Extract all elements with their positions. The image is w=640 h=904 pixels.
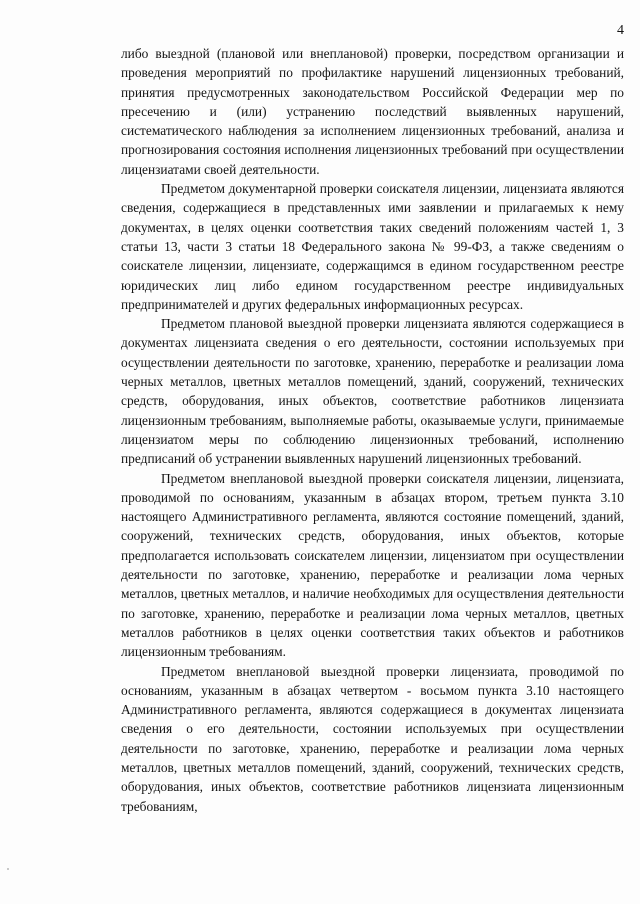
document-body bbox=[121, 44, 624, 816]
paragraph-scheduled-onsite-inspection: Предметом плановой выездной проверки лицензиата являются содержащиеся в документах лицензиата сведения о его деятельности, состоянии используемых при осуществлении деятельности по заготовке, хранению, переработке и реализации лома черных металлов, цветных металлов помещений, зданий, сооружений, технических средств, оборудования, иных объектов, соответствие работников лицензиата лицензионным требованиям, выполняемые работы, оказываемые услуги, принимаемые лицензиатом меры по соблюдению лицензионных требований, исполнению предписаний об устранении выявленных нарушений лицензионных требований. bbox=[121, 316, 624, 467]
scan-artifact bbox=[7, 868, 9, 870]
paragraph-unscheduled-applicant-inspection: Предметом внеплановой выездной проверки соискателя лицензии, лицензиата, проводимой по основаниям, указанным в абзацах втором, третьем пункта 3.10 настоящего Административного регламента, являются состояние помещений, зданий, сооружений, технических средств, оборудования, иных объектов, которые предполагается использовать соискателем лицензии, лицензиатом при осуществлении деятельности по заготовке, хранению, переработке и реализации лома черных металлов, цветных металлов, и наличие необходимых для осуществления деятельности по заготовке, хранению, переработке и реализации лома черных металлов, цветных металлов работников в целях оценки соответствия таких объектов и работников лицензионным требованиям. bbox=[121, 470, 624, 660]
paragraph-documentary-inspection: Предметом документарной проверки соискателя лицензии, лицензиата являются сведения, содержащиеся в представленных ими заявлении и прилагаемых к нему документах, в целях оценки соответствия таких сведений положениям частей 1, 3 статьи 13, части 3 статьи 18 Федерального закона № 99-ФЗ, а также сведениям о соискателе лицензии, лицензиате, содержащимся в едином государственном реестре юридических лиц либо едином государственном реестре индивидуальных предпринимателей и других федеральных информационных ресурсах. bbox=[121, 181, 624, 312]
paragraph-unscheduled-licensee-inspection: Предметом внеплановой выездной проверки лицензиата, проводимой по основаниям, указанным в абзацах четвертом - восьмом пункта 3.10 настоящего Административного регламента, являются содержащиеся в документах лицензиата сведения о его деятельности, состоянии используемых при осуществлении деятельности по заготовке, хранению, переработке и реализации лома черных металлов, цветных металлов помещений, зданий, сооружений, технических средств, оборудования, иных объектов, соответствие работников лицензиата лицензионным требованиям, bbox=[121, 663, 624, 814]
paragraph-continuation: либо выездной (плановой или внеплановой) проверки, посредством организации и проведения мероприятий по профилактике нарушений лицензионных требований, принятия предусмотренных законодательством Российской Федерации мер по пресечению и (или) устранению последствий выявленных нарушений, систематического наблюдения за исполнением лицензионных требований, анализа и прогнозирования состояния исполнения лицензионных требований при осуществлении лицензиатами своей деятельности. bbox=[121, 46, 624, 177]
page-number: 4 bbox=[617, 23, 624, 38]
